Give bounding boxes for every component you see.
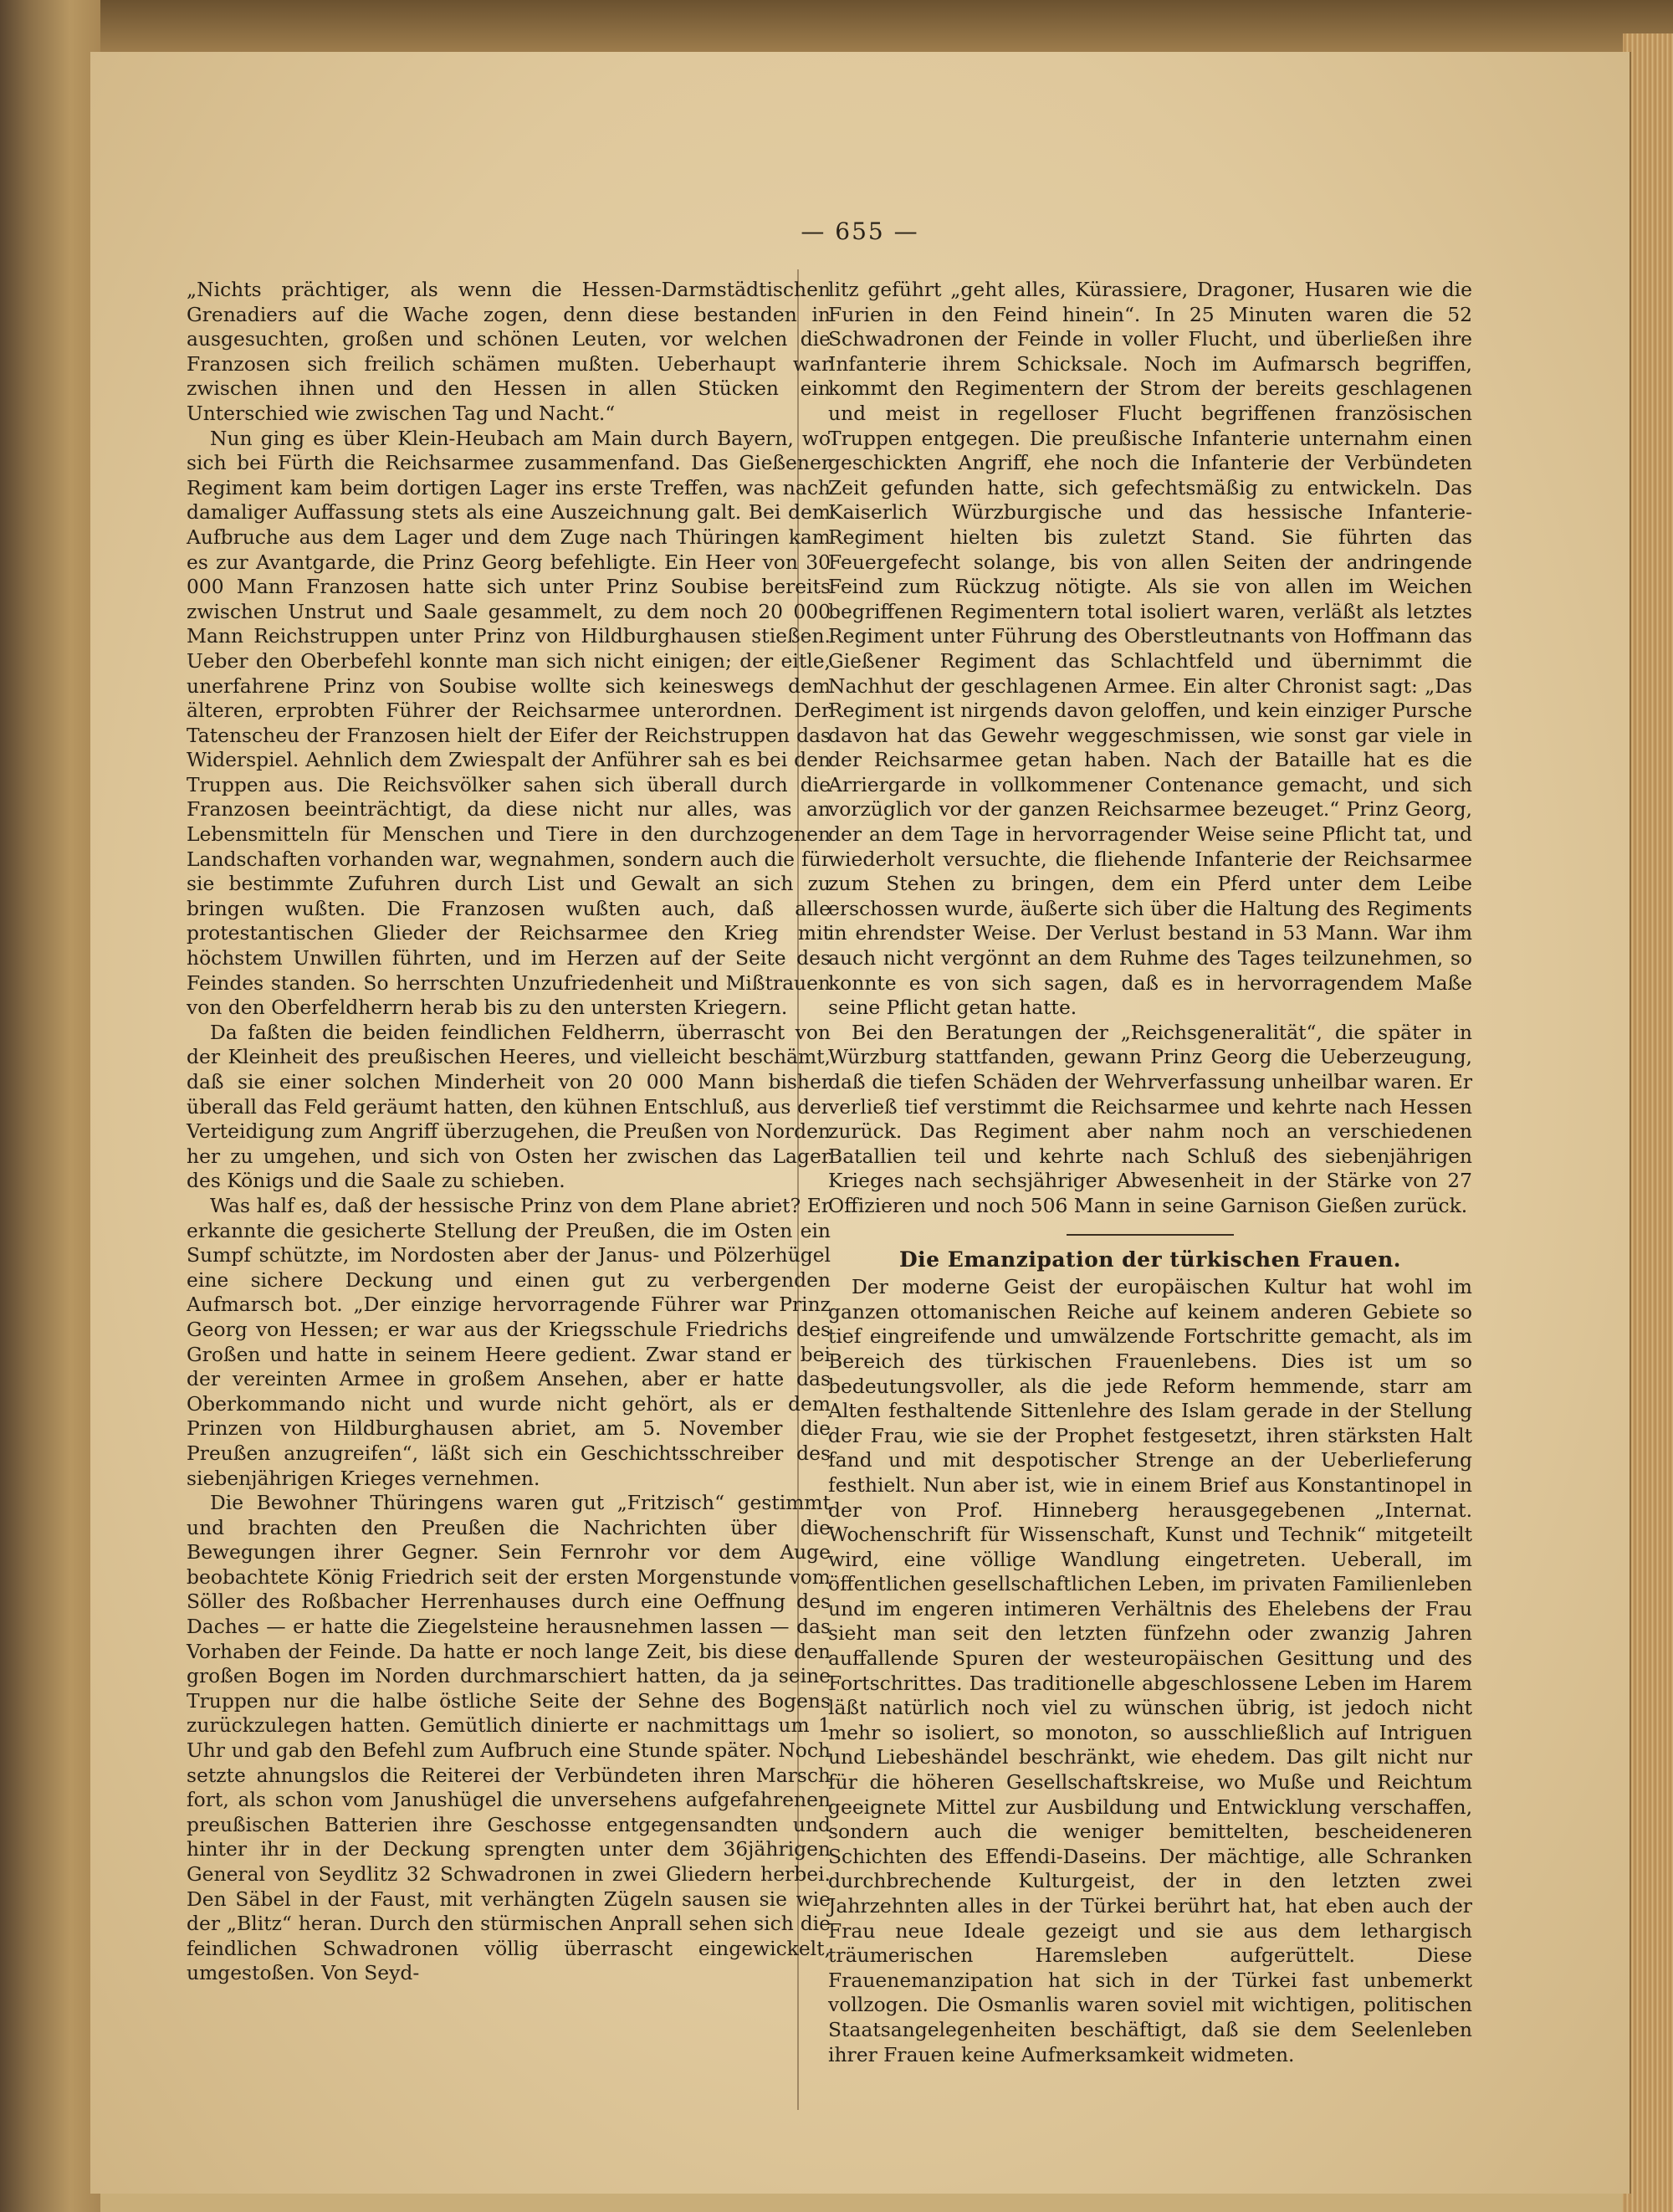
page-number: — 655 — bbox=[801, 218, 919, 245]
right-column bbox=[828, 278, 1472, 2067]
paragraph: Die Bewohner Thüringens waren gut „Fritzisch“ gestimmt und brachten den Preußen die Nachrichten über die Bewegungen ihrer Gegner. Sein Fernrohr vor dem Auge beobachtete König Friedrich seit der ersten Morgenstunde vom Söller des Roßbacher Herrenhauses durch eine Oeffnung des Daches — er hatte die Ziegelsteine herausnehmen lassen — das Vorhaben der Feinde. Da hatte er noch lange Zeit, bis diese den großen Bogen im Norden durchmarschiert hatten, da ja seine Truppen nur die halbe östliche Seite der Sehne des Bogens zurückzulegen hatten. Gemütlich dinierte er nachmittags um 1 Uhr und gab den Befehl zum Aufbruch eine Stunde später. Noch setzte ahnungslos die Reiterei der Verbündeten ihren Marsch fort, als schon vom Janushügel die unversehens aufgefahrenen preußischen Batterien ihre Geschosse entgegensandten und hinter ihr in der Deckung sprengten unter dem 36jährigen General von Seydlitz 32 Schwadronen in zwei Gliedern herbei. Den Säbel in der Faust, mit verhängten Zügeln sausen sie wie der „Blitz“ heran. Durch den stürmischen Anprall sehen sich die feindlichen Schwadronen völlig überrascht eingewickelt, umgestoßen. Von Seyd- bbox=[187, 1491, 831, 1985]
paragraph: Bei den Beratungen der „Reichsgeneralität“, die später in Würzburg stattfanden, gewann Prinz Georg die Ueberzeugung, daß die tiefen Schäden der Wehrverfassung unheilbar waren. Er verließ tief verstimmt die Reichsarmee und kehrte nach Hessen zurück. Das Regiment aber nahm noch an verschiedenen Batallien teil und kehrte nach Schluß des siebenjährigen Krieges nach sechsjähriger Abwesenheit in der Stärke von 27 Offizieren und noch 506 Mann in seine Garnison Gießen zurück. bbox=[828, 1020, 1472, 1217]
previous-page-edge bbox=[0, 0, 100, 2212]
section-separator bbox=[1067, 1234, 1234, 1236]
book-page bbox=[90, 52, 1631, 2194]
paragraph: litz geführt „geht alles, Kürassiere, Dragoner, Husaren wie die Furien in den Feind hinein“. In 25 Minuten waren die 52 Schwadronen der Feinde in voller Flucht, und überließen ihre Infanterie ihrem Schicksale. Noch im Aufmarsch begriffen, kommt den Regimentern der Strom der bereits geschlagenen und meist in regelloser Flucht begriffenen französischen Truppen entgegen. Die preußische Infanterie unternahm einen geschickten Angriff, ehe noch die Infanterie der Verbündeten Zeit gefunden hatte, sich gefechtsmäßig zu entwickeln. Das Kaiserlich Würzburgische und das hessische Infanterie-Regiment hielten bis zuletzt Stand. Sie führten das Feuergefecht solange, bis von allen Seiten der andringende Feind zum Rückzug nötigte. Als sie von allen im Weichen begriffenen Regimentern total isoliert waren, verläßt als letztes Regiment unter Führung des Oberstleutnants von Hoffmann das Gießener Regiment das Schlachtfeld und übernimmt die Nachhut der geschlagenen Armee. Ein alter Chronist sagt: „Das Regiment ist nirgends davon geloffen, und kein einziger Pursche davon hat das Gewehr weggeschmissen, wie sonst gar viele in der Reichsarmee getan haben. Nach der Bataille hat es die Arriergarde in vollkommener Contenance gemacht, und sich vorzüglich vor der ganzen Reichsarmee bezeuget.“ Prinz Georg, der an dem Tage in hervorragender Weise seine Pflicht tat, und wiederholt versuchte, die fliehende Infanterie der Reichsarmee zum Stehen zu bringen, dem ein Pferd unter dem Leibe erschossen wurde, äußerte sich über die Haltung des Regiments in ehrendster Weise. Der Verlust bestand in 53 Mann. War ihm auch nicht vergönnt an dem Ruhme des Tages teilzunehmen, so konnte es von sich sagen, daß es in hervorragendem Maße seine Pflicht getan hatte. bbox=[828, 278, 1472, 1020]
top-edge bbox=[90, 0, 1673, 52]
paragraph: Da faßten die beiden feindlichen Feldherrn, überrascht von der Kleinheit des preußischen Heeres, und vielleicht beschämt, daß sie einer solchen Minderheit von 20 000 Mann bisher überall das Feld geräumt hatten, den kühnen Entschluß, aus der Verteidigung zum Angriff überzugehen, die Preußen von Norden her zu umgehen, und sich von Osten her zwischen das Lager des Königs und die Saale zu schieben. bbox=[187, 1020, 831, 1193]
paragraph: Was half es, daß der hessische Prinz von dem Plane abriet? Er erkannte die gesicherte Stellung der Preußen, die im Osten ein Sumpf schützte, im Nordosten aber der Janus- und Pölzerhügel eine sichere Deckung und einen gut zu verbergenden Aufmarsch bot. „Der einzige hervorragende Führer war Prinz Georg von Hessen; er war aus der Kriegsschule Friedrichs des Großen und hatte in seinem Heere gedient. Zwar stand er bei der vereinten Armee in großem Ansehen, aber er hatte das Oberkommando nicht und wurde nicht gehört, als er dem Prinzen von Hildburghausen abriet, am 5. November die Preußen anzugreifen“, läßt sich ein Geschichtsschreiber des siebenjährigen Krieges vernehmen. bbox=[187, 1193, 831, 1490]
paragraph: Der moderne Geist der europäischen Kultur hat wohl im ganzen ottomanischen Reiche auf keinem anderen Gebiete so tief eingreifende und umwälzende Fortschritte gemacht, als im Bereich des türkischen Frauenlebens. Dies ist um so bedeutungsvoller, als die jede Reform hemmende, starr am Alten festhaltende Sittenlehre des Islam gerade in der Stellung der Frau, wie sie der Prophet festgesetzt, ihren stärksten Halt fand und mit despotischer Strenge an der Ueberlieferung festhielt. Nun aber ist, wie in einem Brief aus Konstantinopel in der von Prof. Hinneberg herausgegebenen „Internat. Wochenschrift für Wissenschaft, Kunst und Technik“ mitgeteilt wird, eine völlige Wandlung eingetreten. Ueberall, im öffentlichen gesellschaftlichen Leben, im privaten Familienleben und im engeren intimeren Verhältnis des Ehelebens der Frau sieht man seit den letzten fünfzehn oder zwanzig Jahren auffallende Spuren der westeuropäischen Gesittung und des Fortschrittes. Das traditionelle abgeschlossene Leben im Harem läßt natürlich noch viel zu wünschen übrig, ist jedoch nicht mehr so isoliert, so monoton, so ausschließlich auf Intriguen und Liebeshändel beschränkt, wie ehedem. Das gilt nicht nur für die höheren Gesellschaftskreise, wo Muße und Reichtum geeignete Mittel zur Ausbildung und Entwicklung verschaffen, sondern auch die weniger bemittelten, bescheideneren Schichten des Effendi-Daseins. Der mächtige, alle Schranken durchbrechende Kulturgeist, der in den letzten zwei Jahrzehnten alles in der Türkei berührt hat, hat eben auch der Frau neue Ideale gezeigt und sie aus dem lethargisch träumerischen Haremsleben aufgerüttelt. Diese Frauenemanzipation hat sich in der Türkei fast unbemerkt vollzogen. Die Osmanlis waren soviel mit wichtigen, politischen Staatsangelegenheiten beschäftigt, daß sie dem Seelenleben ihrer Frauen keine Aufmerksamkeit widmeten. bbox=[828, 1275, 1472, 2066]
paragraph: Nun ging es über Klein-Heubach am Main durch Bayern, wo sich bei Fürth die Reichsarmee zusammenfand. Das Gießener Regiment kam beim dortigen Lager ins erste Treffen, was nach damaliger Auffassung stets als eine Auszeichnung galt. Bei dem Aufbruche aus dem Lager und dem Zuge nach Thüringen kam es zur Avantgarde, die Prinz Georg befehligte. Ein Heer von 30 000 Mann Franzosen hatte sich unter Prinz Soubise bereits zwischen Unstrut und Saale gesammelt, zu dem noch 20 000 Mann Reichstruppen unter Prinz von Hildburghausen stießen. Ueber den Oberbefehl konnte man sich nicht einigen; der eitle, unerfahrene Prinz von Soubise wollte sich keineswegs dem älteren, erprobten Führer der Reichsarmee unterordnen. Der Tatenscheu der Franzosen hielt der Eifer der Reichstruppen das Widerspiel. Aehnlich dem Zwiespalt der Anführer sah es bei den Truppen aus. Die Reichsvölker sahen sich überall durch die Franzosen beeinträchtigt, da diese nicht nur alles, was an Lebensmitteln für Menschen und Tiere in den durchzogenen Landschaften vorhanden war, wegnahmen, sondern auch die für sie bestimmte Zufuhren durch List und Gewalt an sich zu bringen wußten. Die Franzosen wußten auch, daß alle protestantischen Glieder der Reichsarmee den Krieg mit höchstem Unwillen führten, und im Herzen auf der Seite des Feindes standen. So herrschten Unzufriedenheit und Mißtrauen von den Oberfeldherrn herab bis zu den untersten Kriegern. bbox=[187, 426, 831, 1020]
left-column bbox=[187, 278, 831, 1986]
paragraph: „Nichts prächtiger, als wenn die Hessen-Darmstädtischen Grenadiers auf die Wache zogen, denn diese bestanden in ausgesuchten, großen und schönen Leuten, vor welchen die Franzosen sich freilich schämen mußten. Ueberhaupt war zwischen ihnen und den Hessen in allen Stücken ein Unterschied wie zwischen Tag und Nacht.“ bbox=[187, 278, 831, 425]
section-title: Die Emanzipation der türkischen Frauen. bbox=[898, 1247, 1402, 1272]
